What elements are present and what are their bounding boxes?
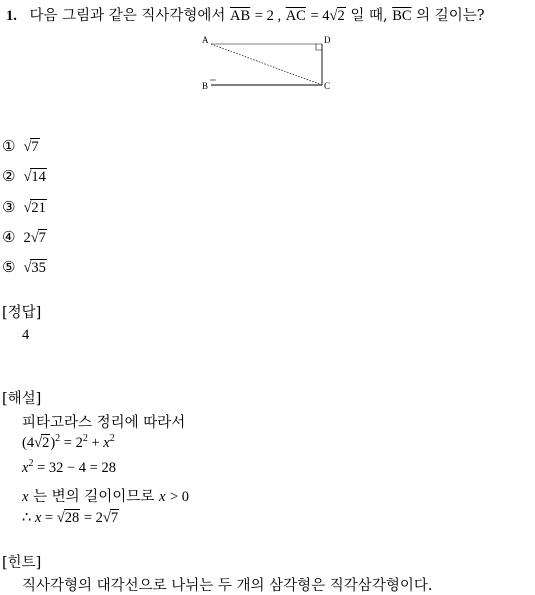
question-text: 1. 다음 그림과 같은 직사각형에서 $\overline{AB} = 2$ , $\overline{AC} = 4√2$ 일 때, $\overline{BC}$ 의 길이는? [6, 8, 485, 24]
sqrt-symbol: √ [30, 230, 39, 246]
explanation-line-4: x 는 변의 길이이므로 x > 0 [22, 489, 190, 505]
choice-5[interactable]: ⑤ √35 [2, 258, 46, 276]
choice-1[interactable]: ① √7 [2, 137, 39, 155]
answer-heading: [정답] [2, 305, 42, 321]
segment-bc: $\overline{BC}$ [392, 8, 412, 24]
hint-text: 직사각형의 대각선으로 나뉘는 두 개의 삼각형은 직각삼각형이다. [22, 578, 433, 594]
diagonal-ac [211, 44, 322, 85]
sqrt-symbol: √ [102, 510, 111, 526]
sqrt-symbol: √ [23, 139, 32, 155]
sqrt-symbol: √ [56, 510, 65, 526]
hint-heading: [힌트] [2, 555, 42, 571]
choice-4[interactable]: ④ 2√7 [2, 228, 46, 246]
explanation-line-2: $(4√2)^2 = 2^2 + x^2$ [22, 433, 115, 451]
sqrt-symbol: √ [23, 200, 32, 216]
label-d: D [324, 35, 331, 45]
segment-ac: $\overline{AC}$ [285, 8, 306, 24]
answer-value: 4 [22, 327, 30, 343]
explanation-heading: [해설] [2, 391, 42, 407]
explanation-line-3: $x^2 = 32 - 4 = 28$ [22, 458, 116, 476]
rectangle-figure [196, 30, 346, 95]
choice-3[interactable]: ③ √21 [2, 198, 46, 216]
right-angle-mark [316, 44, 322, 50]
choice-2[interactable]: ② √14 [2, 167, 46, 185]
label-c: C [324, 81, 331, 91]
explanation-line-5: ∴ x = √28 = 2√7 [22, 510, 119, 526]
segment-ab: $\overline{AB}$ [230, 8, 251, 24]
sqrt-symbol: √ [23, 169, 32, 185]
sqrt-symbol: √ [34, 435, 43, 451]
label-a: A [202, 35, 209, 45]
label-b: B [202, 81, 209, 91]
sqrt-symbol: √ [329, 8, 338, 24]
explanation-line-1: 피타고라스 정리에 따라서 [22, 415, 186, 431]
sqrt-symbol: √ [23, 260, 32, 276]
question-number: 1. [6, 8, 17, 24]
